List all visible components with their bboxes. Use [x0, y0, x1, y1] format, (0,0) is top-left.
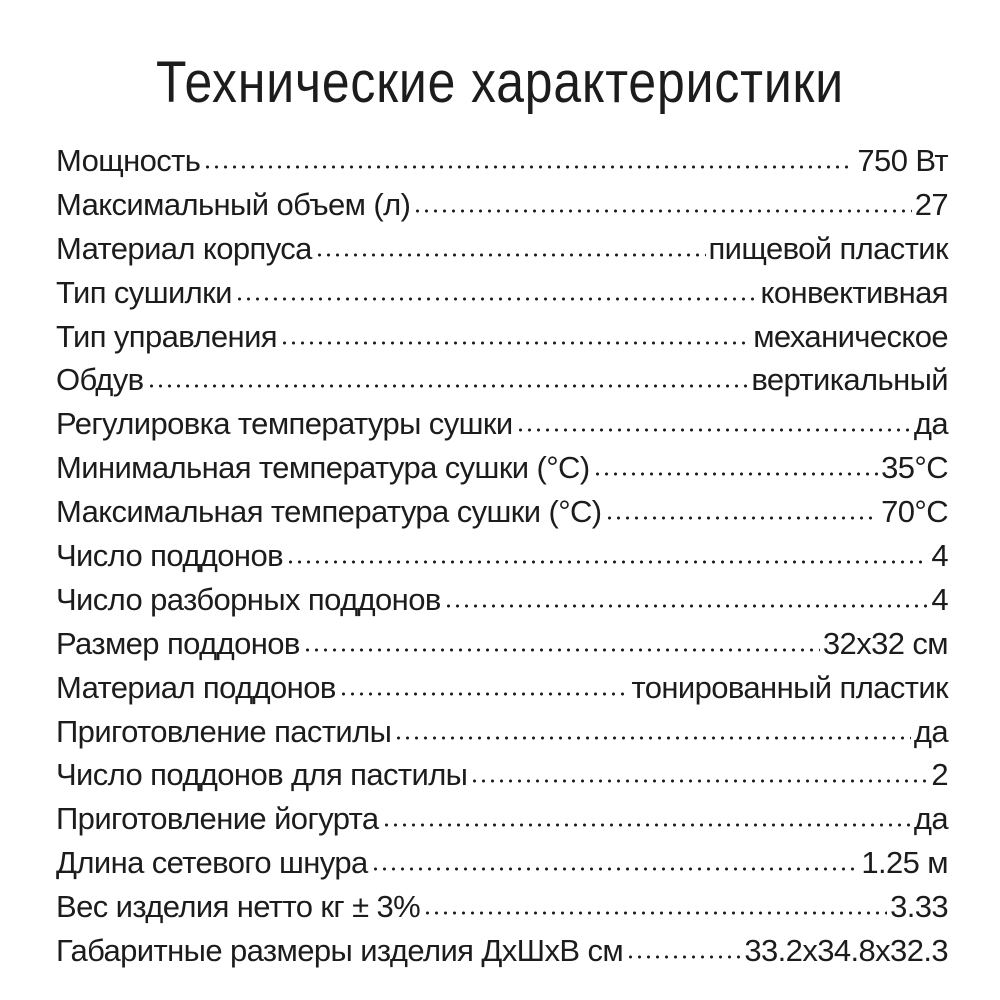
spec-row-tray-size [56, 622, 948, 666]
dot-leader [286, 560, 928, 564]
spec-label: Мощность [56, 143, 201, 178]
spec-label: Регулировка температуры сушки [56, 406, 513, 442]
spec-row-tray-material [56, 666, 948, 710]
dot-leader [413, 209, 911, 213]
page-title: Технические характеристики [156, 50, 844, 115]
dot-leader [394, 736, 911, 740]
spec-label: Материал корпуса [56, 230, 312, 266]
spec-row-body-material [56, 227, 948, 271]
spec-row-min-temp [56, 446, 948, 490]
dot-leader [315, 253, 706, 257]
spec-row-detachable-trays [56, 578, 948, 622]
spec-row-dimensions [56, 929, 948, 973]
dot-leader [470, 779, 928, 783]
dot-leader [339, 692, 629, 696]
dot-leader [423, 911, 887, 915]
dot-leader [203, 165, 854, 169]
spec-label: Длина сетевого шнура [56, 845, 368, 881]
spec-value: вертикальный [751, 362, 948, 398]
spec-value: 70°С [881, 494, 948, 530]
spec-value: да [913, 801, 948, 837]
spec-row-yogurt [56, 797, 948, 841]
spec-value: 1.25 м [861, 845, 948, 881]
spec-label: Максимальная температура сушки (°С) [56, 494, 602, 530]
dot-leader [593, 472, 879, 476]
dot-leader [303, 648, 820, 652]
spec-row-max-temp [56, 490, 948, 534]
spec-row-dryer-type [56, 271, 948, 315]
dot-leader [280, 341, 750, 345]
spec-value: тонированный пластик [631, 669, 948, 705]
spec-value: 2 [931, 757, 948, 793]
spec-label: Максимальный объем (л) [56, 186, 411, 222]
spec-value: 4 [931, 538, 948, 574]
spec-label: Приготовление пастилы [56, 713, 392, 749]
spec-value: конвективная [760, 274, 948, 310]
spec-value: 4 [931, 581, 948, 617]
dot-leader [516, 428, 911, 432]
dot-leader [444, 604, 929, 608]
specs-list [56, 139, 948, 973]
dot-leader [235, 297, 758, 301]
spec-label: Тип сушилки [56, 274, 232, 310]
spec-row-cord-length [56, 841, 948, 885]
dot-leader [626, 955, 741, 959]
dot-leader [605, 516, 879, 520]
spec-label: Тип управления [56, 318, 277, 354]
spec-label: Вес изделия нетто кг ± 3% [56, 889, 421, 925]
spec-row-max-volume [56, 183, 948, 227]
spec-value: 27 [914, 186, 948, 222]
spec-value: пищевой пластик [708, 230, 948, 266]
spec-row-power [56, 139, 948, 183]
spec-label: Габаритные размеры изделия ДхШхВ см [56, 933, 624, 969]
spec-row-net-weight [56, 885, 948, 929]
spec-row-pastila-trays [56, 753, 948, 797]
spec-label: Приготовление йогурта [56, 801, 379, 837]
spec-value: да [913, 713, 948, 749]
dot-leader [382, 823, 911, 827]
spec-label: Число разборных поддонов [56, 581, 441, 617]
spec-value: механическое [753, 318, 948, 354]
spec-row-temp-adjust [56, 402, 948, 446]
spec-value: 3.33 [890, 889, 948, 925]
spec-label: Число поддонов для пастилы [56, 757, 468, 793]
dot-leader [147, 384, 749, 388]
spec-value: 32x32 см [822, 625, 948, 661]
spec-label: Число поддонов [56, 538, 283, 574]
dot-leader [371, 867, 859, 871]
spec-row-tray-count [56, 534, 948, 578]
spec-row-airflow [56, 358, 948, 402]
spec-label: Материал поддонов [56, 669, 336, 705]
spec-label: Минимальная температура сушки (°С) [56, 450, 590, 486]
spec-row-pastila [56, 710, 948, 754]
spec-label: Обдув [56, 362, 144, 398]
spec-label: Размер поддонов [56, 625, 300, 661]
spec-value: да [913, 406, 948, 442]
spec-value: 750 Вт [857, 143, 948, 178]
spec-value: 33.2x34.8x32.3 [744, 933, 948, 969]
spec-value: 35°С [881, 450, 948, 486]
spec-row-control-type [56, 315, 948, 359]
